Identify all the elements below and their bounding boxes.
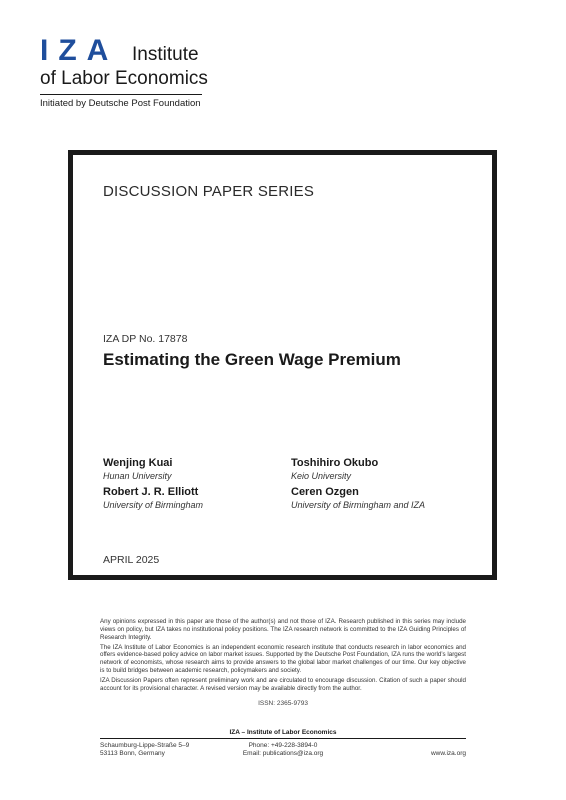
logo-iza-mark: IZA bbox=[40, 34, 119, 67]
footer-address-line: Schaumburg-Lippe-Straße 5–9 bbox=[100, 742, 190, 749]
publication-date: APRIL 2025 bbox=[103, 554, 160, 566]
paper-title: Estimating the Green Wage Premium bbox=[103, 350, 401, 369]
author-name: Toshihiro Okubo bbox=[291, 457, 379, 469]
footer-email-link[interactable]: Email: publications@iza.org bbox=[242, 750, 324, 757]
disclaimer-paragraph: Any opinions expressed in this paper are those of the author(s) and not those of IZA. Research published in this series may include views on policy, but IZA takes no institutional policy positions. The IZA research network is committed to the IZA Guiding Principles of Research Integrity. bbox=[100, 618, 466, 641]
footer-phone: Phone: +49-228-3894-0 bbox=[248, 742, 318, 749]
author-block bbox=[291, 485, 481, 511]
author-affiliation: Hunan University bbox=[103, 471, 172, 481]
issn: ISSN: 2365-9793 bbox=[258, 700, 308, 707]
author-name: Robert J. R. Elliott bbox=[103, 486, 199, 498]
author-affiliation: University of Birmingham and IZA bbox=[291, 500, 426, 510]
logo-initiated-by: Initiated by Deutsche Post Foundation bbox=[40, 98, 201, 109]
footer-contact bbox=[240, 742, 326, 758]
author-block bbox=[103, 485, 293, 511]
disclaimer-paragraph: IZA Discussion Papers often represent preliminary work and are circulated to encourage discussion. Citation of such a paper should account for its provisional character. A revised version may be available directly from the author. bbox=[100, 676, 466, 692]
author-name: Wenjing Kuai bbox=[103, 457, 173, 469]
footer-divider bbox=[100, 738, 466, 739]
disclaimer-paragraph: The IZA Institute of Labor Economics is an independent economic research institute that conducts research in labor economics and offers evidence-based policy advice on labor market issues. Supported by the Deutsche Post Foundation, IZA runs the world’s largest network of economists, whose research aims to provide answers to the global labor market challenges of our time. Our key objective is to build bridges between academic research, policymakers and society. bbox=[100, 643, 466, 674]
series-title: DISCUSSION PAPER SERIES bbox=[103, 183, 315, 200]
logo-labor-economics-text: of Labor Economics bbox=[40, 68, 208, 89]
footer-title: IZA – Institute of Labor Economics bbox=[229, 729, 337, 736]
author-affiliation: University of Birmingham bbox=[103, 500, 204, 510]
author-block bbox=[291, 456, 481, 482]
author-affiliation: Keio University bbox=[291, 471, 352, 481]
logo-institute-text: Institute bbox=[132, 44, 199, 65]
cover-frame bbox=[68, 150, 497, 580]
footer-address bbox=[100, 742, 189, 758]
footer-address-line: 53113 Bonn, Germany bbox=[100, 750, 165, 757]
logo-divider bbox=[40, 94, 202, 95]
disclaimer bbox=[100, 618, 466, 695]
author-block bbox=[103, 456, 293, 482]
paper-number: IZA DP No. 17878 bbox=[103, 333, 188, 345]
author-name: Ceren Ozgen bbox=[291, 486, 359, 498]
footer-website-link[interactable]: www.iza.org bbox=[430, 750, 466, 757]
